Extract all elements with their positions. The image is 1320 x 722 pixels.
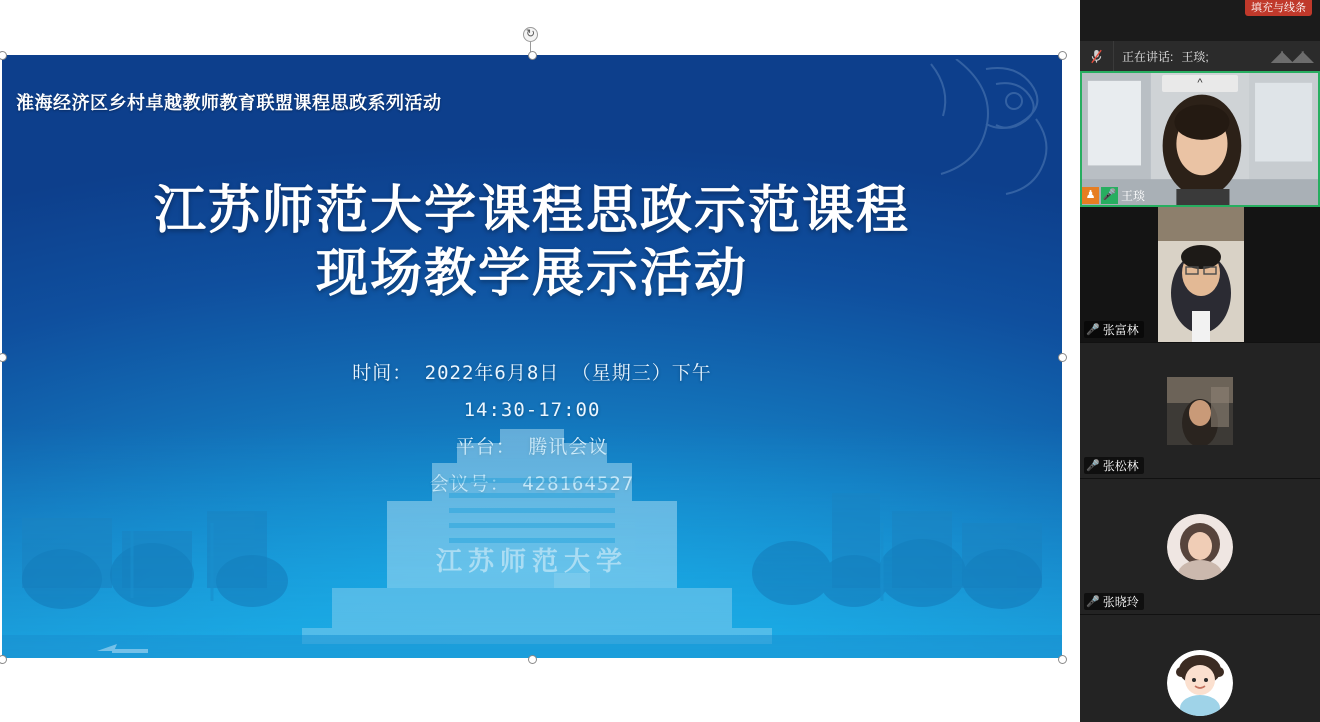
avatar-image (1167, 514, 1233, 580)
participant-name-chip (1082, 185, 1145, 205)
audio-waveform-icon: ◢◣◢◣ (1270, 48, 1312, 65)
host-icon: ♟ (1082, 187, 1099, 204)
participant-name: 张松林 (1102, 459, 1139, 473)
building-name-text: 江苏师范大学 (435, 546, 628, 576)
slide-object[interactable] (2, 55, 1062, 658)
participant-name-chip (1084, 593, 1144, 610)
avatar (1167, 514, 1233, 580)
slide-title-line-2: 现场教学展示活动 (315, 245, 748, 304)
participant-name: 张富林 (1102, 323, 1139, 337)
resize-handle-bottom-center[interactable] (528, 655, 537, 664)
slide-meta-time: 时间： 2022年6月8日 （星期三）下午 (352, 362, 712, 384)
participant-tile[interactable] (1080, 479, 1320, 615)
microphone-muted-icon[interactable] (1080, 41, 1114, 71)
participant-tile[interactable] (1080, 615, 1320, 722)
resize-handle-bottom-left[interactable] (0, 655, 7, 664)
slide-title-line-1: 江苏师范大学课程思政示范课程 (153, 182, 910, 240)
participant-name-chip (1084, 321, 1144, 338)
mic-on-icon: 🎤 (1086, 460, 1100, 472)
mic-glyph (1091, 49, 1102, 64)
participant-tile[interactable] (1080, 343, 1320, 479)
avatar (1167, 377, 1233, 445)
format-shape-tab[interactable]: 填充与线条 (1245, 0, 1312, 16)
participant-tile[interactable] (1080, 207, 1320, 343)
speaking-label: 正在讲话: (1122, 49, 1174, 64)
mic-on-icon: 🎤 (1086, 596, 1100, 608)
participant-tile-list (1080, 71, 1320, 722)
collapse-panel-button[interactable]: ^ (1162, 75, 1238, 92)
mic-on-icon: 🎤 (1086, 324, 1100, 336)
resize-handle-top-right[interactable] (1058, 51, 1067, 60)
speaking-name: 王琰; (1181, 49, 1209, 64)
slide-background (2, 55, 1062, 658)
rotate-icon[interactable]: ↻ (523, 27, 538, 42)
avatar-image (1167, 377, 1233, 445)
resize-handle-top-center[interactable] (528, 51, 537, 60)
slide-title (2, 180, 1062, 307)
speaking-status-bar (1080, 41, 1320, 71)
participant-name: 张晓玲 (1102, 595, 1139, 609)
avatar-image (1167, 650, 1233, 716)
mic-on-icon: 🎤 (1101, 187, 1118, 204)
avatar (1167, 650, 1233, 716)
slide-meta-time-range: 14:30-17:00 (463, 399, 601, 422)
resize-handle-middle-right[interactable] (1058, 353, 1067, 362)
participant-name-chip (1084, 457, 1144, 474)
participant-tile-active[interactable] (1080, 71, 1320, 207)
participant-name: 王琰 (1121, 188, 1146, 203)
slide-header-text: 淮海经济区乡村卓越教师教育联盟课程思政系列活动 (16, 93, 442, 113)
resize-handle-bottom-right[interactable] (1058, 655, 1067, 664)
meeting-panel (1080, 0, 1320, 722)
